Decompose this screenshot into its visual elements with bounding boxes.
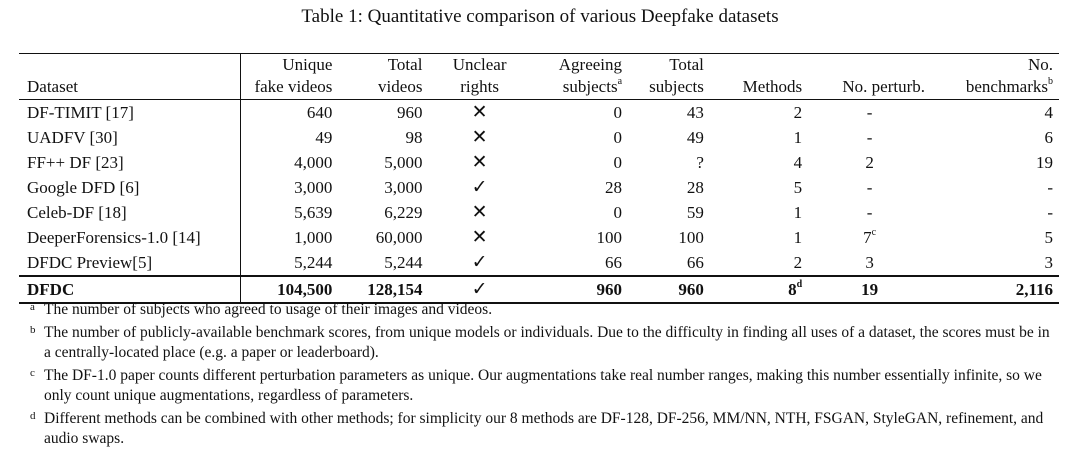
header-methods: Methods bbox=[710, 54, 808, 100]
footnote-mark: d bbox=[30, 410, 36, 422]
footnote bbox=[30, 366, 1060, 406]
cell-unique-fake-videos: 104,500 bbox=[240, 276, 338, 303]
cell-dataset: Celeb-DF [18] bbox=[27, 202, 127, 222]
cell-dataset: DFDC Preview[5] bbox=[27, 252, 153, 272]
header-row bbox=[19, 54, 1059, 100]
cell-no-perturb: - bbox=[866, 127, 873, 147]
check-icon: ✓ bbox=[471, 278, 488, 300]
table-caption: Table 1: Quantitative comparison of various Deepfake datasets bbox=[301, 6, 779, 27]
cell-no-benchmarks: - bbox=[1047, 177, 1053, 197]
header-agreeing-subjects: Agreeing subjects$^a$ bbox=[531, 54, 628, 100]
cell-total-videos: 6,229 bbox=[384, 202, 423, 222]
footnote-text: The DF-1.0 paper counts different perturbation parameters as unique. Our augmentations take real number ranges, making this number essentially infinite, so we only count unique augmentations, regardless of parameters. bbox=[44, 367, 1042, 404]
cell-total-videos: 60,000 bbox=[375, 227, 423, 247]
cell-no-benchmarks: 3 bbox=[1044, 252, 1053, 272]
cell-unique-fake-videos: 49 bbox=[240, 125, 338, 150]
cell-no-benchmarks: 6 bbox=[1044, 127, 1053, 147]
cell-agreeing-subjects: 960 bbox=[531, 276, 628, 303]
cell-unique-fake-videos: 4,000 bbox=[240, 150, 338, 175]
cell-agreeing-subjects: 0 bbox=[613, 127, 623, 147]
table-row bbox=[19, 200, 1059, 225]
cell-no-perturb: - bbox=[866, 177, 873, 197]
cell-unclear-rights bbox=[428, 125, 530, 150]
cell-no-benchmarks: 19 bbox=[1036, 152, 1053, 172]
cell-total-subjects: 100 bbox=[678, 227, 704, 247]
cross-icon: ✕ bbox=[471, 226, 488, 248]
cell-total-subjects: 43 bbox=[686, 102, 704, 122]
cell-agreeing-subjects: 0 bbox=[613, 202, 623, 222]
cell-unique-fake-videos: 640 bbox=[240, 100, 338, 126]
cell-methods: 1 bbox=[793, 227, 803, 247]
table-row bbox=[19, 250, 1059, 276]
cell-unique-fake-videos: 3,000 bbox=[240, 175, 338, 200]
cell-unique-fake-videos: 5,244 bbox=[240, 250, 338, 276]
cell-unclear-rights bbox=[428, 276, 530, 303]
cell-dataset: DF-TIMIT [17] bbox=[27, 102, 134, 122]
cell-total-subjects: ? bbox=[696, 152, 704, 172]
cell-unclear-rights bbox=[428, 175, 530, 200]
footnote-mark: b bbox=[30, 324, 36, 336]
cell-unclear-rights bbox=[428, 150, 530, 175]
cell-no-perturb: 19 bbox=[808, 276, 931, 303]
cell-no-benchmarks: 5 bbox=[1044, 227, 1053, 247]
cell-total-subjects: 49 bbox=[686, 127, 704, 147]
cell-dataset: DeeperForensics-1.0 [14] bbox=[27, 227, 201, 247]
cell-no-benchmarks: 4 bbox=[1044, 102, 1053, 122]
cell-agreeing-subjects: 100 bbox=[596, 227, 623, 247]
cell-no-perturb: 2 bbox=[865, 152, 874, 172]
cell-total-videos: 960 bbox=[396, 102, 423, 122]
check-icon: ✓ bbox=[471, 176, 488, 198]
table-footnotes bbox=[30, 300, 1060, 452]
cross-icon: ✕ bbox=[471, 201, 488, 223]
footnote bbox=[30, 300, 1060, 320]
cell-agreeing-subjects: 28 bbox=[605, 177, 623, 197]
cell-methods: 4 bbox=[793, 152, 803, 172]
cell-total-videos: 3,000 bbox=[384, 177, 423, 197]
cell-dataset: DFDC bbox=[19, 276, 240, 303]
cell-total-subjects: 59 bbox=[686, 202, 704, 222]
cell-total-subjects: 960 bbox=[628, 276, 710, 303]
cell-no-perturb: 7$^c$ bbox=[863, 226, 877, 247]
cell-unique-fake-videos: 5,639 bbox=[240, 200, 338, 225]
cell-total-videos: 98 bbox=[405, 127, 423, 147]
footnote-mark: a bbox=[30, 301, 35, 313]
cell-no-perturb: - bbox=[866, 202, 873, 222]
cell-total-subjects: 28 bbox=[686, 177, 704, 197]
cell-unclear-rights bbox=[428, 225, 530, 250]
cell-unclear-rights bbox=[428, 100, 530, 126]
footnote-text: The number of publicly-available benchmark scores, from unique models or individuals. Due to the difficulty in finding all uses of a dataset, the scores must be in a centrally-located place (e.g. a paper or leaderboard). bbox=[44, 324, 1050, 361]
footnote-text: Different methods can be combined with other methods; for simplicity our 8 methods are DF-128, DF-256, MM/NN, NTH, FSGAN, StyleGAN, refinement, and audio swaps. bbox=[44, 410, 1044, 447]
cell-total-subjects: 66 bbox=[686, 252, 704, 272]
header-no-perturb: No. perturb. bbox=[808, 54, 931, 100]
cell-unclear-rights bbox=[428, 200, 530, 225]
cell-total-videos: 128,154 bbox=[338, 276, 428, 303]
cell-dataset: FF++ DF [23] bbox=[27, 152, 124, 172]
cell-agreeing-subjects: 0 bbox=[613, 152, 623, 172]
comparison-table bbox=[19, 53, 1059, 304]
header-dataset: Dataset bbox=[19, 54, 240, 100]
cell-methods: 1 bbox=[793, 202, 803, 222]
header-total-subjects: Total subjects bbox=[628, 54, 710, 100]
table-row bbox=[19, 100, 1059, 126]
cell-methods: 8$^d$ bbox=[710, 276, 808, 303]
footnote bbox=[30, 323, 1060, 363]
cell-dataset: Google DFD [6] bbox=[27, 177, 140, 197]
header-unclear-rights: Unclear rights bbox=[428, 54, 530, 100]
cell-methods: 5 bbox=[793, 177, 803, 197]
cross-icon: ✕ bbox=[471, 151, 488, 173]
cross-icon: ✕ bbox=[471, 126, 488, 148]
footnote bbox=[30, 409, 1060, 449]
cell-unclear-rights bbox=[428, 250, 530, 276]
footnote-text: The number of subjects who agreed to usage of their images and videos. bbox=[44, 301, 493, 318]
table-row bbox=[19, 125, 1059, 150]
cell-agreeing-subjects: 0 bbox=[613, 102, 623, 122]
cell-agreeing-subjects: 66 bbox=[605, 252, 623, 272]
cell-methods: 1 bbox=[793, 127, 803, 147]
table-row bbox=[19, 150, 1059, 175]
cell-no-benchmarks: 2,116 bbox=[931, 276, 1059, 303]
footnote-mark: c bbox=[30, 367, 35, 379]
table-row bbox=[19, 276, 1059, 303]
cell-no-benchmarks: - bbox=[1047, 202, 1053, 222]
cell-no-perturb: 3 bbox=[865, 252, 874, 272]
cell-methods: 2 bbox=[793, 102, 803, 122]
cell-no-perturb: - bbox=[866, 102, 873, 122]
cell-total-videos: 5,244 bbox=[384, 252, 423, 272]
table-row bbox=[19, 225, 1059, 250]
header-no-benchmarks: No. benchmarks$^b$ bbox=[931, 54, 1059, 100]
header-unique-fake-videos: Unique fake videos bbox=[240, 54, 338, 100]
header-total-videos: Total videos bbox=[338, 54, 428, 100]
cell-total-videos: 5,000 bbox=[384, 152, 423, 172]
cell-dataset: UADFV [30] bbox=[27, 127, 118, 147]
table-row bbox=[19, 175, 1059, 200]
cell-methods: 2 bbox=[793, 252, 803, 272]
cross-icon: ✕ bbox=[471, 101, 488, 123]
cell-unique-fake-videos: 1,000 bbox=[240, 225, 338, 250]
check-icon: ✓ bbox=[471, 251, 488, 273]
